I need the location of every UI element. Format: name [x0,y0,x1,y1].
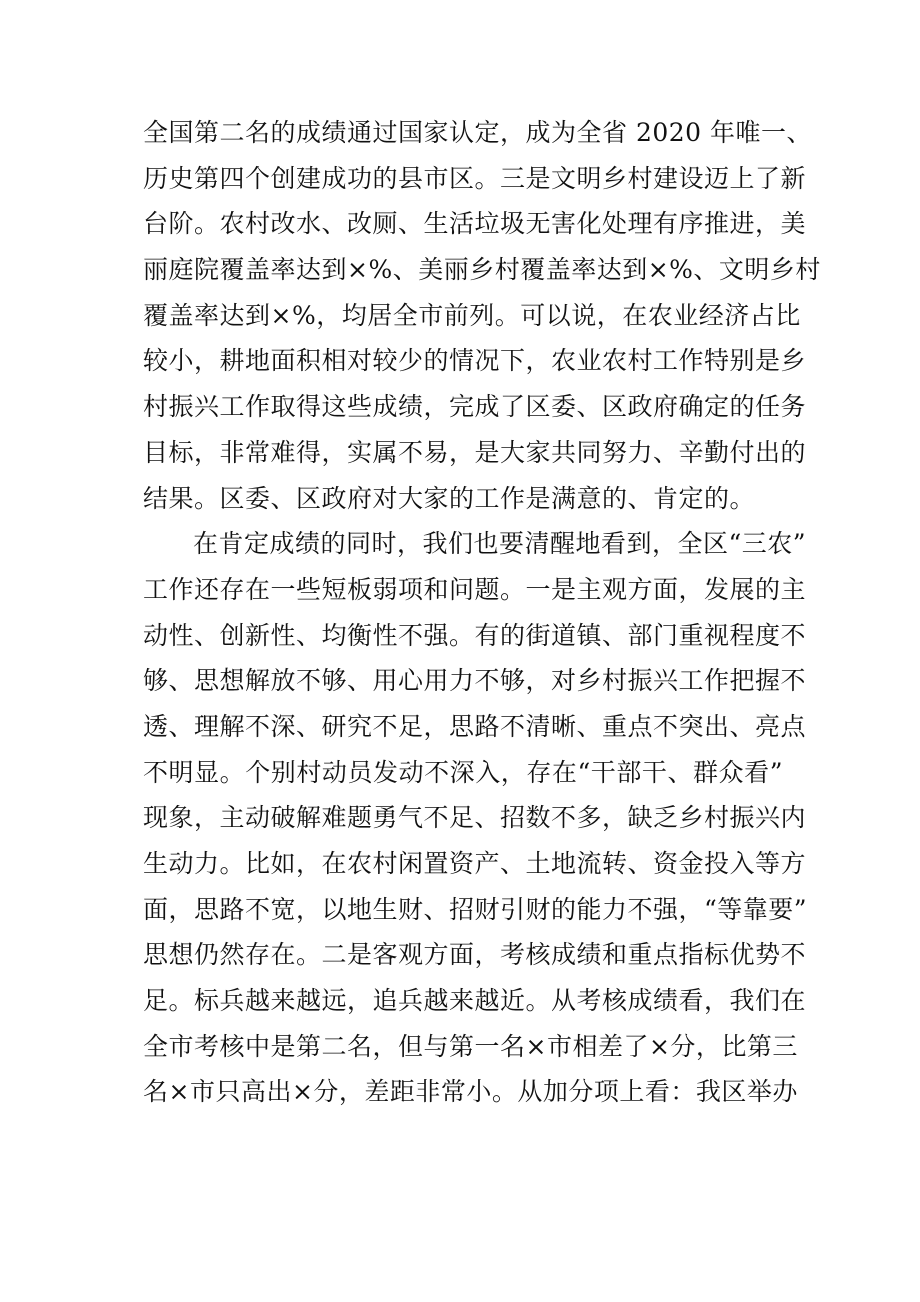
text-line: 全市考核中是第二名，但与第一名×市相差了×分，比第三 [143,1031,798,1061]
text-line: 目标，非常难得，实属不易，是大家共同努力、辛勤付出的 [143,437,807,467]
text-line: 名×市只高出×分，差距非常小。从加分项上看：我区举办 [143,1077,798,1107]
paragraph-end-line: 结果。区委、区政府对大家的工作是满意的、肯定的。 [143,483,756,513]
text-line: 覆盖率达到×%，均居全市前列。可以说，在农业经济占比 [143,300,801,330]
text-line: 工作还存在一些短板弱项和问题。一是主观方面，发展的主 [143,574,807,604]
text-line: 较小，耕地面积相对较少的情况下，农业农村工作特别是乡 [143,346,807,376]
body-text [143,110,821,1115]
text-line: 面，思路不宽，以地生财、招财引财的能力不强，“等靠要” [143,894,808,924]
text-line: 足。标兵越来越远，追兵越来越近。从考核成绩看，我们在 [143,986,807,1016]
text-line: 透、理解不深、研究不足，思路不清晰、重点不突出、亮点 [143,711,807,741]
text-line: 够、思想解放不够、用心用力不够，对乡村振兴工作把握不 [143,666,807,696]
text-line: 现象，主动破解难题勇气不足、招数不多，缺乏乡村振兴内 [143,803,807,833]
text-line: 动性、创新性、均衡性不强。有的街道镇、部门重视程度不 [143,620,807,650]
text-line: 历史第四个创建成功的县市区。三是文明乡村建设迈上了新 [143,163,807,193]
paragraph-start-line: 在肯定成绩的同时，我们也要清醒地看到，全区“三农” [193,529,807,559]
text-line: 台阶。农村改水、改厕、生活垃圾无害化处理有序推进，美 [143,209,807,239]
text-line: 思想仍然存在。二是客观方面，考核成绩和重点指标优势不 [143,940,807,970]
text-line: 村振兴工作取得这些成绩，完成了区委、区政府确定的任务 [143,392,807,422]
text-line: 生动力。比如，在农村闲置资产、土地流转、资金投入等方 [143,849,807,878]
text-line: 丽庭院覆盖率达到×%、美丽乡村覆盖率达到×%、文明乡村 [143,255,821,285]
text-line: 不明显。个别村动员发动不深入，存在“干部干、群众看” [143,757,783,787]
text-line: 全国第二名的成绩通过国家认定，成为全省 2020 年唯一、 [143,118,813,147]
